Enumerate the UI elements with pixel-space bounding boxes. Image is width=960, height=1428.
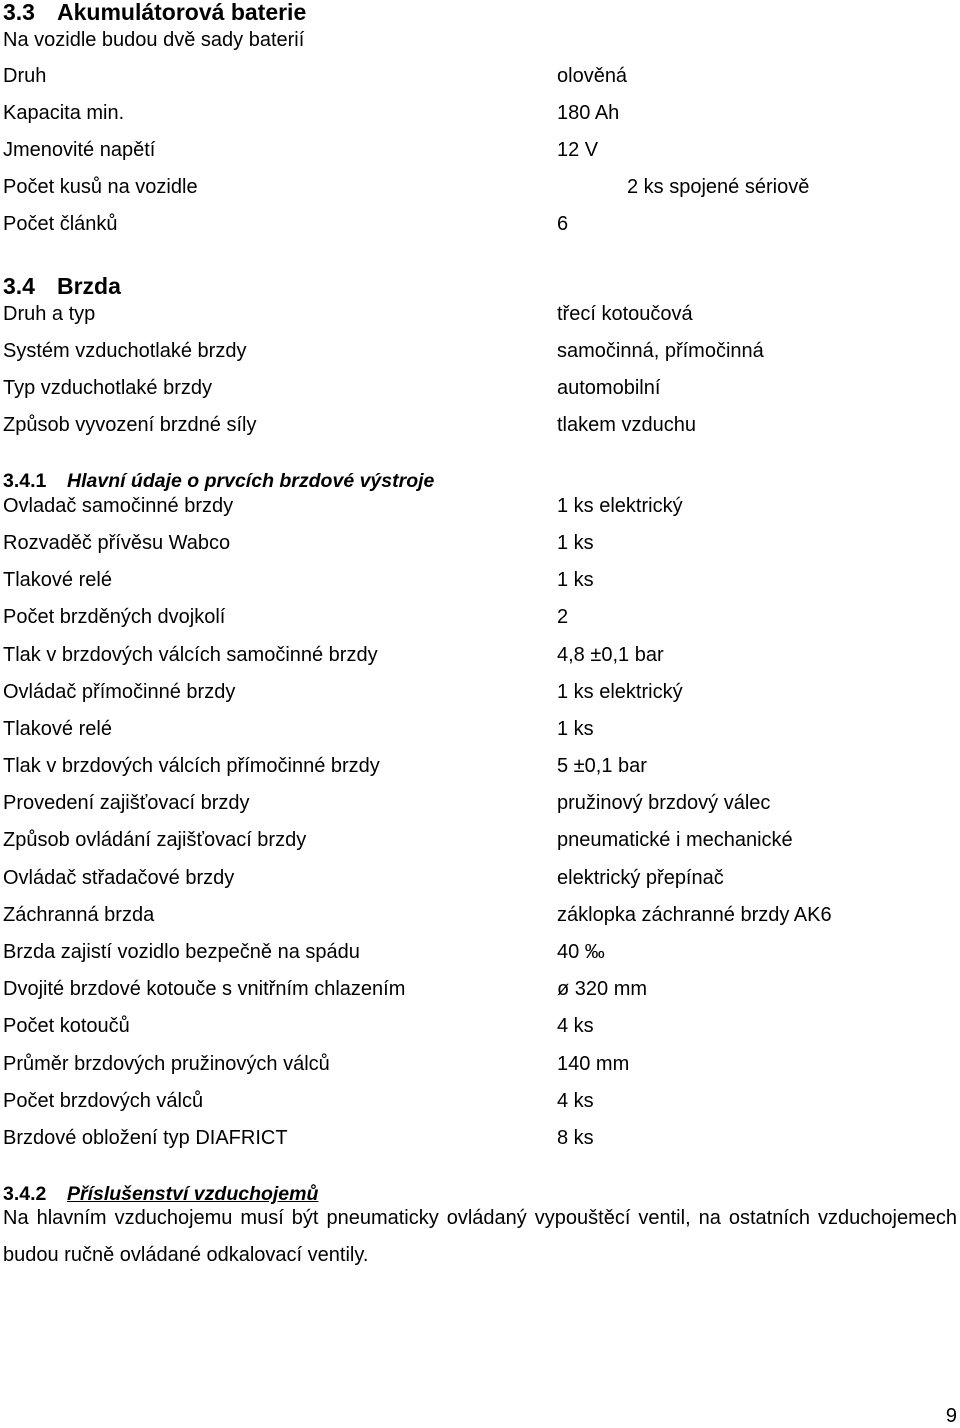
spec-label: Tlak v brzdových válcích přímočinné brzdy (3, 755, 380, 777)
spec-label: Brzda zajistí vozidlo bezpečně na spádu (3, 941, 360, 963)
spec-value: 140 mm (557, 1053, 630, 1075)
spec-label: Počet kotoučů (3, 1015, 130, 1037)
page-number: 9 (945, 1405, 957, 1427)
spec-value: 2 ks spojené sériově (627, 176, 810, 198)
spec-value: automobilní (557, 377, 661, 399)
spec-label: Ovladač samočinné brzdy (3, 495, 234, 517)
subsection-number: 3.4.2 (3, 1183, 47, 1205)
spec-value: 40 ‰ (557, 941, 605, 963)
spec-label: Počet brzdových válců (3, 1090, 204, 1112)
spec-value: 1 ks (557, 569, 594, 591)
body-paragraph: Na hlavním vzduchojemu musí být pneumaticky ovládaný vypouštěcí ventil, na ostatních vzduchojemech budou ručně ovládané odkalovací ventily. (3, 1207, 957, 1266)
spec-value: 5 ±0,1 bar (557, 755, 647, 777)
section-number: 3.4 (3, 273, 35, 299)
subsection-title: Příslušenství vzduchojemů (67, 1183, 319, 1205)
spec-value: 2 (557, 606, 569, 628)
spec-label: Počet brzděných dvojkolí (3, 606, 226, 628)
spec-label: Způsob vyvození brzdné síly (3, 414, 257, 436)
spec-value: 1 ks elektrický (557, 681, 683, 703)
spec-label: Provedení zajišťovací brzdy (3, 792, 250, 814)
spec-value: 4 ks (557, 1090, 594, 1112)
spec-label: Počet článků (3, 213, 118, 235)
section-title: Brzda (57, 273, 121, 299)
spec-value: 4,8 ±0,1 bar (557, 644, 664, 666)
spec-value: 6 (557, 213, 569, 235)
spec-label: Dvojité brzdové kotouče s vnitřním chlazením (3, 978, 406, 1000)
spec-label: Kapacita min. (3, 102, 125, 124)
spec-value: tlakem vzduchu (557, 414, 696, 436)
spec-value: 180 Ah (557, 102, 620, 124)
spec-value: záklopka záchranné brzdy AK6 (557, 904, 832, 926)
spec-value: elektrický přepínač (557, 867, 724, 889)
spec-label: Tlak v brzdových válcích samočinné brzdy (3, 644, 378, 666)
spec-label: Druh (3, 65, 47, 87)
spec-label: Tlakové relé (3, 718, 112, 740)
spec-value: třecí kotoučová (557, 303, 693, 325)
spec-value: pružinový brzdový válec (557, 792, 771, 814)
subsection-number: 3.4.1 (3, 470, 47, 492)
section-heading-3-3 (3, 0, 306, 24)
spec-label: Rozvaděč přívěsu Wabco (3, 532, 231, 554)
spec-label: Ovládač střadačové brzdy (3, 867, 235, 889)
section-number: 3.3 (3, 0, 35, 25)
spec-label: Jmenovité napětí (3, 139, 156, 161)
spec-label: Průměr brzdových pružinových válců (3, 1053, 330, 1075)
spec-value: 1 ks elektrický (557, 495, 683, 517)
subsection-heading-3-4-1 (3, 469, 434, 493)
spec-value: 1 ks (557, 718, 594, 740)
spec-label: Tlakové relé (3, 569, 112, 591)
subsection-title: Hlavní údaje o prvcích brzdové výstroje (67, 470, 435, 492)
section-intro: Na vozidle budou dvě sady baterií (3, 29, 305, 51)
spec-value: 8 ks (557, 1127, 594, 1149)
spec-label: Ovládač přímočinné brzdy (3, 681, 236, 703)
spec-label: Systém vzduchotlaké brzdy (3, 340, 247, 362)
spec-value: pneumatické i mechanické (557, 829, 793, 851)
spec-value: 12 V (557, 139, 599, 161)
spec-label: Způsob ovládání zajišťovací brzdy (3, 829, 307, 851)
spec-label: Počet kusů na vozidle (3, 176, 198, 198)
spec-value: 1 ks (557, 532, 594, 554)
spec-label: Brzdové obložení typ DIAFRICT (3, 1127, 288, 1149)
spec-label: Druh a typ (3, 303, 96, 325)
spec-value: 4 ks (557, 1015, 594, 1037)
section-title: Akumulátorová baterie (57, 0, 307, 25)
spec-value: samočinná, přímočinná (557, 340, 764, 362)
spec-value: ø 320 mm (557, 978, 648, 1000)
spec-label: Záchranná brzda (3, 904, 155, 926)
spec-label: Typ vzduchotlaké brzdy (3, 377, 212, 399)
section-heading-3-4 (3, 274, 121, 298)
spec-value: olověná (557, 65, 628, 87)
